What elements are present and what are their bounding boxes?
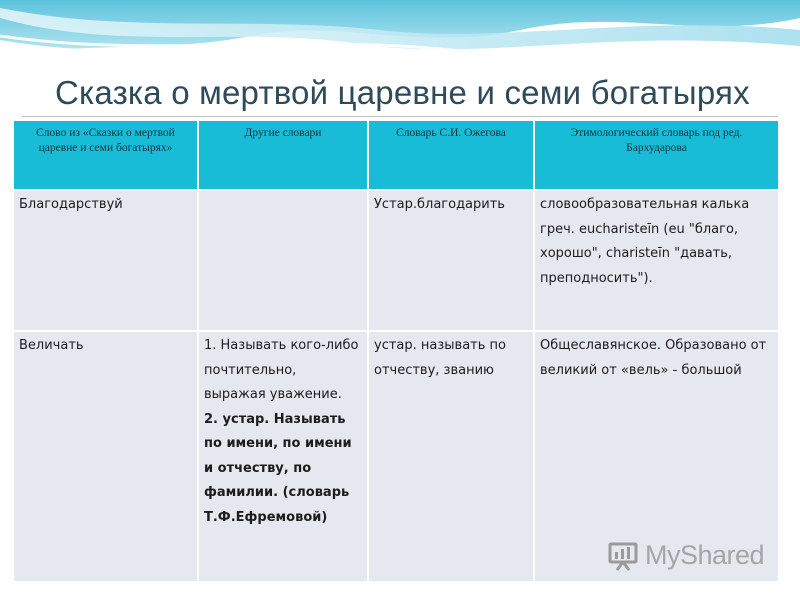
header-fairytale-word: Слово из «Сказки о мертвой царевне и семи богатырях» xyxy=(14,121,198,190)
cell-other-dictionaries xyxy=(198,190,368,331)
dictionary-table xyxy=(14,121,778,583)
header-ozhegov-dictionary: Словарь С.И. Ожегова xyxy=(368,121,534,190)
definition-2: 2. устар. Называть по имени, по имени и отчеству, по фамилии. (словарь Т.Ф.Ефремовой) xyxy=(204,411,352,525)
cell-etymology: словообразовательная калька греч. eucharisteīn (eu "благо, хорошо", charisteīn "давать, преподносить"). xyxy=(534,190,778,331)
presentation-board-icon xyxy=(606,541,640,571)
table-header-row xyxy=(14,121,778,190)
decorative-wave-banner xyxy=(0,0,800,70)
table-row xyxy=(14,190,778,331)
cell-word: Величать xyxy=(14,331,198,582)
header-other-dictionaries: Другие словари xyxy=(198,121,368,190)
watermark-text: MyShared xyxy=(645,540,765,570)
title-divider xyxy=(22,116,778,117)
cell-etymology: Общеславянское. Образовано от великий от «вель» - большой xyxy=(534,331,778,582)
cell-word: Благодарствуй xyxy=(14,190,198,331)
header-etymological-dictionary: Этимологический словарь под ред. Бархударова xyxy=(534,121,778,190)
slide-title: Сказка о мертвой царевне и семи богатырях xyxy=(55,74,750,111)
definition-1: 1. Называть кого-либо почтительно, выражая уважение. xyxy=(204,338,359,402)
cell-other-dictionaries xyxy=(198,331,368,582)
myshared-watermark xyxy=(606,540,764,571)
cell-ozhegov: Устар.благодарить xyxy=(368,190,534,331)
cell-ozhegov: устар. называть по отчеству, званию xyxy=(368,331,534,582)
